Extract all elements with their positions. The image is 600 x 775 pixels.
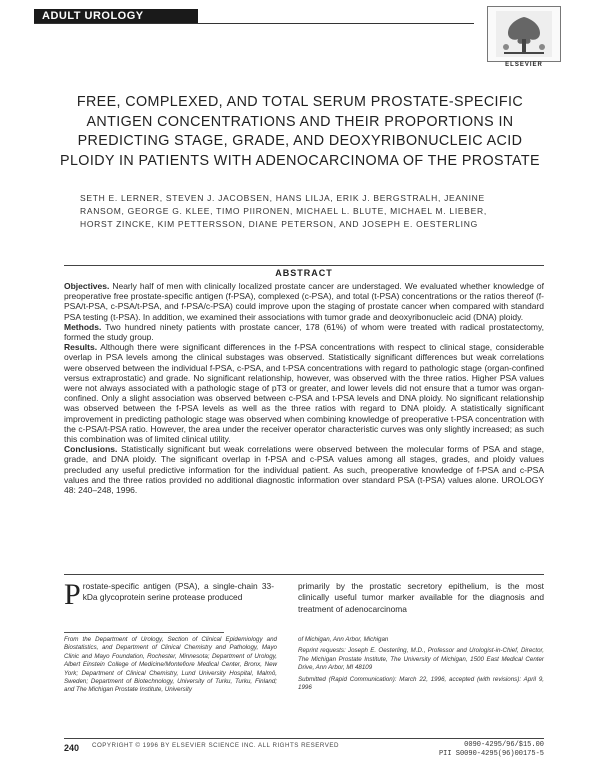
body-column-left — [64, 578, 274, 611]
article-title: FREE, COMPLEXED, AND TOTAL SERUM PROSTATE-SPECIFIC ANTIGEN CONCENTRATIONS AND THEIR PROPORTIONS IN PREDICTING STAGE, GRADE, AND DEOXYRIBONUCLEIC ACID PLOIDY IN PATIENTS WITH ADENOCARCINOMA OF THE PROSTATE — [60, 94, 540, 169]
abstract-heading: ABSTRACT — [275, 268, 333, 278]
issn: 0090-4295/96/$15.00 — [464, 741, 544, 749]
elsevier-tree-logo-icon — [487, 6, 561, 62]
body-column-right — [298, 581, 544, 615]
article-identifiers — [380, 741, 544, 759]
abstract-top-rule — [64, 265, 544, 266]
header-rule — [34, 23, 474, 24]
publisher-name: ELSEVIER — [505, 62, 543, 68]
objectives-label: Objectives. — [64, 281, 110, 291]
conclusions-text: Statistically significant but weak correlations were observed between the molecular forms of PSA and stage, grade, and DNA ploidy. The significant overlap in f-PSA and c-PSA values among all stages, grades, and ploidy values precluded any useful predictive information for the individual patient. As such, preoperative knowledge of f-PSA and c-PSA values and the three ratios provided no additional diagnostic information over standard PSA (t-PSA) values alone. — [64, 444, 544, 485]
drop-cap: P — [64, 578, 81, 611]
page-number: 240 — [64, 743, 80, 753]
footnotes-right — [298, 636, 544, 695]
objectives-text: Nearly half of men with clinically localized prostate cancer are understaged. We evaluated whether knowledge of preoperative free prostate-specific antigen (f-PSA), complexed (c-PSA), and total (t-PSA) concentrations or the ratios thereof (f-PSA/t-PSA, c-PSA/t-PSA, and f-PSA/c-PSA) could improve upon the staging of prostate cancer when compared with standard PSA testing (t-PSA). In addition, we examined their associations with tumor grade and deoxyribonucleic acid (DNA) ploidy. — [64, 281, 544, 322]
affiliations-continued: of Michigan, Ann Arbor, Michigan — [298, 636, 389, 643]
footnote-rule — [64, 632, 224, 633]
pii: PII S0090-4295(96)00175-5 — [438, 750, 544, 758]
conclusions-label: Conclusions. — [64, 444, 118, 455]
affiliations-footnote: From the Department of Urology, Section of Clinical Epidemiology and Biostatistics, and Department of Clinical Chemistry and Pathology, Mayo Clinic and Mayo Foundation, Rochester, Minnesota; Department of Urology, Albert Einstein College of Medicine/Montefiore Medical Center, Bronx, New York; Department of Clinical Chemistry, Lund University Hospital, Malmö, Sweden; Department of Biotechnology, University of Turku, Turku, Finland; and The Michigan Prostate Institute, University — [64, 636, 277, 694]
reprint-requests: Reprint requests: Joseph E. Oesterling, M.D., Professor and Urologist-in-Chief, Director, The Michigan Prostate Institute, The University of Michigan, 1500 East Medical Center Drive, Ann Arbor, MI 48109 — [298, 647, 544, 672]
results-label: Results. — [64, 342, 98, 353]
methods-label: Methods. — [64, 321, 102, 332]
abstract-body — [64, 281, 544, 495]
methods-text: Two hundred ninety patients with prostate cancer, 178 (61%) of whom were treated with radical prostatectomy, formed the study group. — [64, 321, 544, 343]
abstract-bottom-rule — [64, 574, 544, 575]
body-text-right: primarily by the prostatic secretory epithelium, is the most clinically useful tumor marker available for the diagnosis and treatment of adenocarcinoma — [298, 581, 544, 614]
author-list: SETH E. LERNER, STEVEN J. JACOBSEN, HANS LILJA, ERIK J. BERGSTRALH, JEANINE RANSOM, GEORGE G. KLEE, TIMO PIIRONEN, MICHAEL L. BLUTE, MICHAEL M. LIEBER, HORST ZINCKE, KIM PETTERSSON, DIANE PETERSON, AND JOSEPH E. OESTERLING — [80, 193, 487, 229]
footer-rule — [64, 738, 544, 739]
copyright-notice: COPYRIGHT © 1996 BY ELSEVIER SCIENCE INC. ALL RIGHTS RESERVED — [92, 742, 339, 749]
section-label: ADULT UROLOGY — [34, 9, 198, 23]
body-text-left: rostate-specific antigen (PSA), a single-chain 33-kDa glycoprotein serine protease produced — [82, 581, 274, 603]
citation: UROLOGY 48: 240–248, 1996. — [64, 474, 544, 496]
submission-dates: Submitted (Rapid Communication): March 22, 1996, accepted (with revisions): April 9, 1996 — [298, 675, 544, 692]
results-text: Although there were significant differences in the f-PSA concentrations with respect to clinical stage, considerable overlap in PSA levels among the clinical substages was observed. Statistically significant differences but weak correlations were observed between the individual f-PSA, c-PSA, and t-PSA concentrations with regard to pathologic stage (organ-confined versus extraprostatic) and grade. No significant relationship, however, was observed with the three ratios. Higher PSA values were not always associated with a pathologic stage of pT3 or greater, and lower levels did not ensure that a tumor was organ-confined. Only a slight association was observed between c-PSA and t-PSA levels and DNA ploidy. No significant relationship was observed between the f-PSA levels as well as the three ratios with regard to DNA ploidy. A statistically significant improvement in predicting pathologic stage was observed when combining knowledge of preoperative t-PSA concentration with the c-PSA/t-PSA ratio. However, the area under the receiver operator characteristic curves was only slightly increased; as such this combination was of limited clinical utility. — [64, 342, 544, 445]
